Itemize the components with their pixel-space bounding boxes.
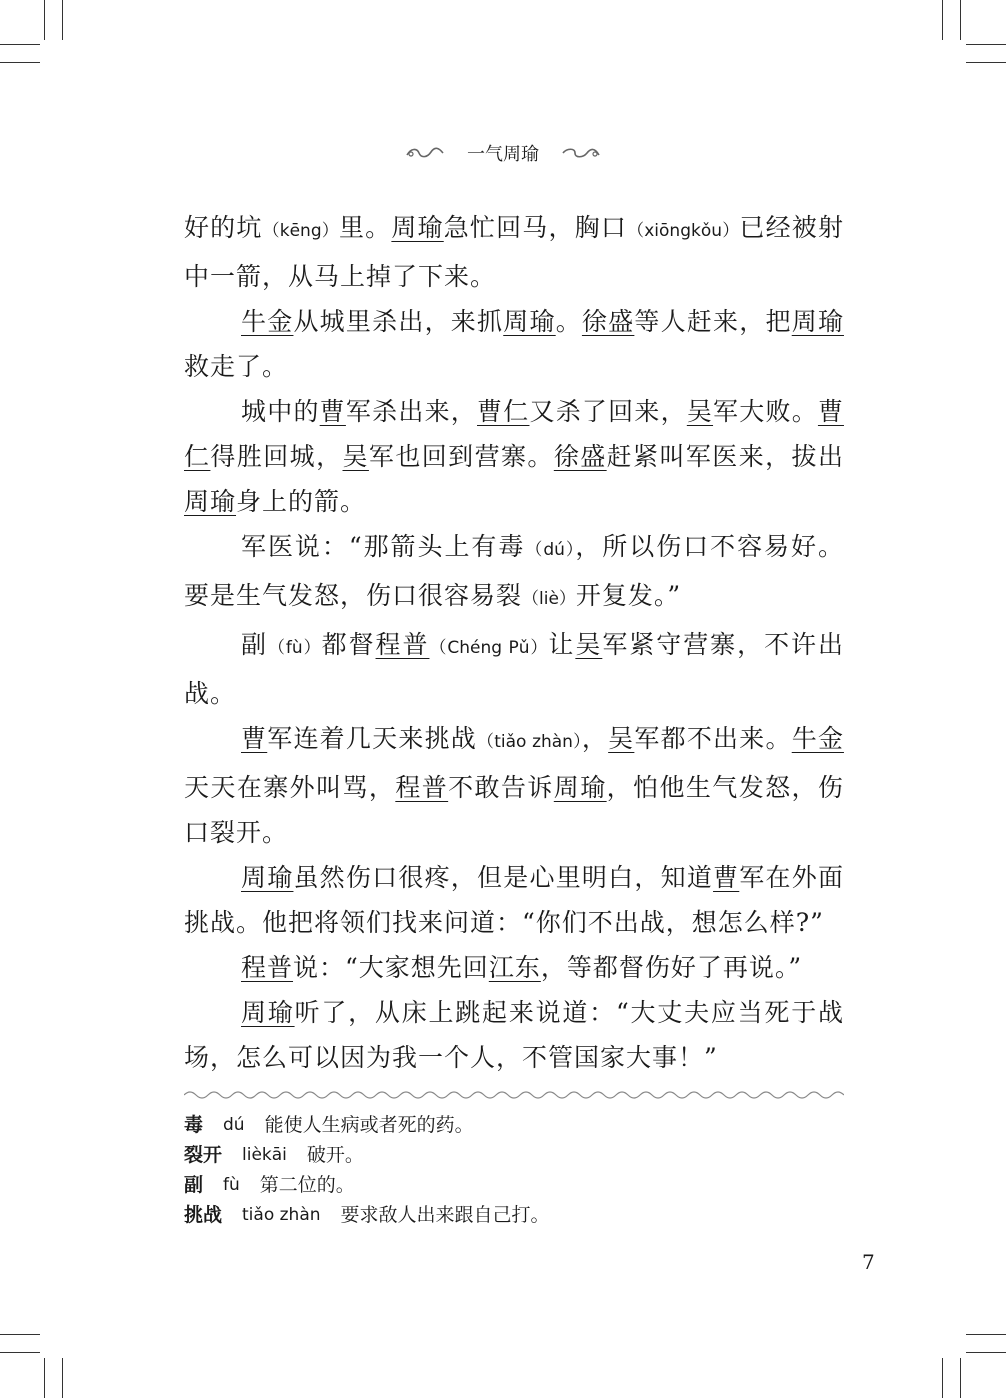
swirl-ornament-icon [405,146,445,160]
wave-divider [184,1088,844,1102]
pinyin-annotation: （dú） [525,540,576,560]
proper-name: 牛金 [241,307,294,336]
pinyin-annotation: （fù） [267,638,322,658]
text-run: ， [581,724,609,753]
crop-mark [44,1358,45,1398]
crop-mark [942,0,943,40]
pinyin-annotation: （liè） [522,589,576,609]
text-run: 听了，从床上跳起来说道：“大丈夫应当死于战场，怎么可以因为我一个人，不管国家大事！” [184,998,844,1072]
proper-name: 徐盛 [581,307,635,336]
swirl-ornament-icon [561,146,601,160]
pinyin-annotation: （xiōngkǒu） [627,221,740,241]
glossary-pinyin: lièkāi [242,1145,287,1165]
text-run: 让 [548,630,576,659]
proper-name: 程普 [375,630,430,659]
proper-name: 吴 [608,724,635,753]
running-header [0,140,1006,166]
glossary-entry [184,1170,844,1200]
glossary-term: 挑战 [184,1204,223,1226]
text-run: 虽然伤口很疼，但是心里明白，知道 [293,863,714,892]
text-run: 城中的 [241,397,320,426]
glossary-definition: 要求敌人出来跟自己打。 [340,1204,550,1226]
glossary-entry [184,1140,844,1170]
text-run: 开复发。” [575,581,682,610]
proper-name: 周瑜 [184,487,237,516]
pinyin-annotation: （tiǎo zhàn） [477,732,582,752]
glossary-term: 副 [184,1174,204,1196]
crop-mark [0,1334,40,1335]
text-run: 军连着几天来挑战 [267,724,478,753]
proper-name: 江东 [488,953,541,982]
proper-name: 程普 [241,953,294,982]
text-run: ，等都督伤好了再说。” [540,953,803,982]
text-run: 里。 [339,213,392,242]
page-number: 7 [862,1250,875,1274]
text-run: 说：“大家想先回 [293,953,489,982]
crop-mark [966,62,1006,63]
glossary-pinyin: fù [223,1175,240,1195]
text-run: 天天在寨外叫骂， [184,773,396,802]
crop-mark [44,0,45,40]
paragraph [184,716,844,855]
crop-mark [0,62,40,63]
crop-mark [0,1352,40,1353]
text-run: 救走了。 [184,352,289,381]
pinyin-annotation: （Chéng Pǔ） [429,638,549,658]
crop-mark [966,1334,1006,1335]
text-run: 军紧守营寨，不许出战。 [184,630,844,708]
text-run: 不敢告诉 [448,773,554,802]
glossary-term: 裂开 [184,1144,223,1166]
paragraph [184,299,844,389]
text-run: 从城里杀出，来抓 [293,307,504,336]
glossary-pinyin: tiǎo zhàn [242,1205,321,1225]
crop-mark [0,44,40,45]
header-title: 一气周瑜 [467,144,539,165]
pinyin-annotation: （kēng） [262,221,339,241]
glossary-definition: 能使人生病或者死的药。 [264,1114,474,1136]
text-run: 副 [241,630,268,659]
proper-name: 曹 [713,863,740,892]
proper-name: 周瑜 [791,307,844,336]
text-run: 军杀出来， [345,397,478,426]
proper-name: 曹 [241,724,268,753]
proper-name: 周瑜 [241,863,294,892]
text-run: 。 [555,307,582,336]
text-run: 得胜回城， [210,442,343,471]
crop-mark [960,1358,961,1398]
paragraph [184,524,844,622]
text-run: 身上的箭。 [236,487,367,516]
crop-mark [966,44,1006,45]
proper-name: 周瑜 [553,773,607,802]
proper-name: 周瑜 [391,213,444,242]
text-run: 已经被射中一箭，从马上掉了下来。 [184,213,844,291]
paragraph [184,389,844,524]
glossary-definition: 第二位的。 [259,1174,355,1196]
paragraph [184,855,844,945]
proper-name: 曹仁 [477,397,530,426]
proper-name: 周瑜 [503,307,556,336]
crop-mark [62,0,63,40]
paragraph [184,205,844,299]
proper-name: 徐盛 [553,442,607,471]
proper-name: 牛金 [791,724,844,753]
proper-name: 吴 [342,442,369,471]
text-run: 军都不出来。 [634,724,792,753]
text-run: 急忙回马，胸口 [443,213,628,242]
text-run: 赶紧叫军医来，拔出 [606,442,844,471]
text-run: 军也回到营寨。 [368,442,554,471]
proper-name: 吴 [686,397,714,426]
paragraph [184,990,844,1080]
proper-name: 程普 [395,773,449,802]
text-run: 又杀了回来， [529,397,687,426]
text-run: 军在外面挑战。他把将领们找来问道：“你们不出战，想怎么样?” [184,863,844,937]
glossary-pinyin: dú [223,1115,245,1135]
glossary-entry [184,1110,844,1140]
paragraph [184,622,844,716]
proper-name: 周瑜 [241,998,295,1027]
glossary-entry [184,1200,844,1230]
paragraph [184,945,844,990]
proper-name: 曹 [319,397,346,426]
glossary [184,1110,844,1230]
glossary-definition: 破开。 [306,1144,364,1166]
text-run: 军医说：“那箭头上有毒 [241,532,526,561]
crop-mark [960,0,961,40]
crop-mark [966,1352,1006,1353]
proper-name: 吴 [575,630,603,659]
text-run: ，所以伤口不容易好。要是生气发怒，伤口很容易裂 [184,532,844,610]
text-run: 好的坑 [184,213,263,242]
story-body [184,205,844,1080]
crop-mark [62,1358,63,1398]
text-run: 军大败。 [713,397,818,426]
text-run: ，怕他生气发怒，伤口裂开。 [184,773,844,847]
proper-name: 曹仁 [184,397,844,471]
text-run: 等人赶来，把 [634,307,792,336]
crop-mark [942,1358,943,1398]
glossary-term: 毒 [184,1114,204,1136]
text-run: 都督 [321,630,376,659]
